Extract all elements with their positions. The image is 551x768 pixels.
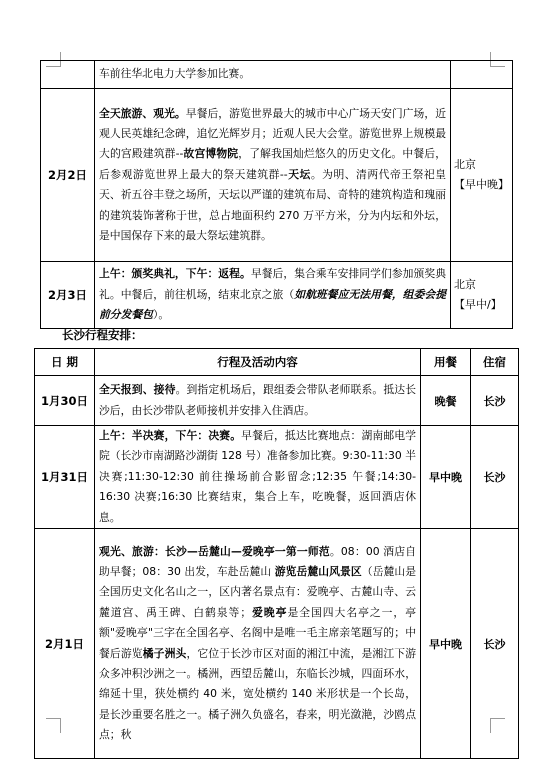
header-content: 行程及活动内容: [95, 349, 421, 376]
content-cell: 全天报到、接待。到指定机场后，跟组委会带队老师联系。抵达长沙后，由长沙带队老师接机并安排入住酒店。: [95, 376, 421, 426]
date-cell: 2月2日: [41, 89, 95, 262]
beijing-itinerary-table: [40, 60, 513, 329]
table-row: [35, 376, 519, 426]
content-cell: 全天旅游、观光。早餐后，游览世界最大的城市中心广场天安门广场，近观人民英雄纪念碑，追忆光辉岁月；近观人民大会堂。游览世界上规模最大的宫殿建筑群--故宫博物院，了解我国灿烂悠久的历史文化。中餐后，后参观游览世界上最大的祭天建筑群--天坛。为明、清两代帝王祭祀皇天、祈五谷丰登之场所，天坛以严谨的建筑布局、奇特的建筑构造和瑰丽的建筑装饰著称于世，总占地面积约 270 万平方米，分为内坛和外坛，是中国保存下来的最大祭坛建筑群。: [95, 89, 451, 262]
hotel-cell: 长沙: [471, 376, 519, 426]
date-cell: 1月30日: [35, 376, 95, 426]
side-cell: [451, 61, 513, 89]
city-meals-cell: [451, 89, 513, 262]
meals-cell: 晚餐: [421, 376, 471, 426]
table-header-row: [35, 349, 519, 376]
table-row: [41, 61, 513, 89]
header-meals: 用餐: [421, 349, 471, 376]
meals-label: 【早中/】: [454, 298, 502, 311]
hotel-cell: 长沙: [471, 426, 519, 529]
date-cell: [41, 61, 95, 89]
meals-cell: 早中晚: [421, 529, 471, 759]
content-cell: 上午：半决赛，下午：决赛。早餐后，抵达比赛地点：湖南邮电学院（长沙市南湖路沙湖街 128 号）准备参加比赛。9:30-11:30 半决赛;11:30-12:30 前往操场前合影留念;12:35 午餐;14:30-16:30 决赛;16:30 比赛结束，集合上车，吃晚餐，返回酒店休息。: [95, 426, 421, 529]
table-row: [41, 89, 513, 262]
table-row: [35, 426, 519, 529]
table-row: [41, 262, 513, 329]
city-meals-cell: [451, 262, 513, 329]
content-cell: 观光、旅游：长沙—岳麓山—爱晚亭一第一师范。08：00 酒店自助早餐；08：30 出发，车赴岳麓山 游览岳麓山风景区（岳麓山是全国历史文化名山之一，区内著名景点有：爱晚亭、古麓山寺、云麓道宫、禹王碑、白鹤泉等；爱晚亭是全国四大名亭之一，亭额"爱晚亭"三字在全国名亭、名阁中是唯一毛主席亲笔题写的；中餐后游览橘子洲头，它位于长沙市区对面的湘江中流，是湘江下游众多冲积沙洲之一。橘洲，西望岳麓山，东临长沙城，四面环水，绵延十里，狭处横约 40 米，宽处横约 140 米形状是一个长岛，是长沙重要名胜之一。橘子洲久负盛名，春来，明光潋滟，沙鸥点点；秋: [95, 529, 421, 759]
header-date: 日 期: [35, 349, 95, 376]
header-hotel: 住宿: [471, 349, 519, 376]
content-cell: 车前往华北电力大学参加比赛。: [95, 61, 451, 89]
date-cell: 1月31日: [35, 426, 95, 529]
meals-cell: 早中晚: [421, 426, 471, 529]
changsha-section-title: 长沙行程安排：: [62, 328, 143, 342]
hotel-cell: 长沙: [471, 529, 519, 759]
city-label: 北京: [454, 158, 476, 171]
city-label: 北京: [454, 278, 476, 291]
changsha-itinerary-table: [34, 348, 519, 759]
table-row: [35, 529, 519, 759]
date-cell: 2月1日: [35, 529, 95, 759]
content-cell: 上午：颁奖典礼，下午：返程。早餐后，集合乘车安排同学们参加颁奖典礼。中餐后，前往机场，结束北京之旅（如航班餐应无法用餐，组委会提前分发餐包）。: [95, 262, 451, 329]
meals-label: 【早中晚】: [454, 178, 509, 191]
date-cell: 2月3日: [41, 262, 95, 329]
